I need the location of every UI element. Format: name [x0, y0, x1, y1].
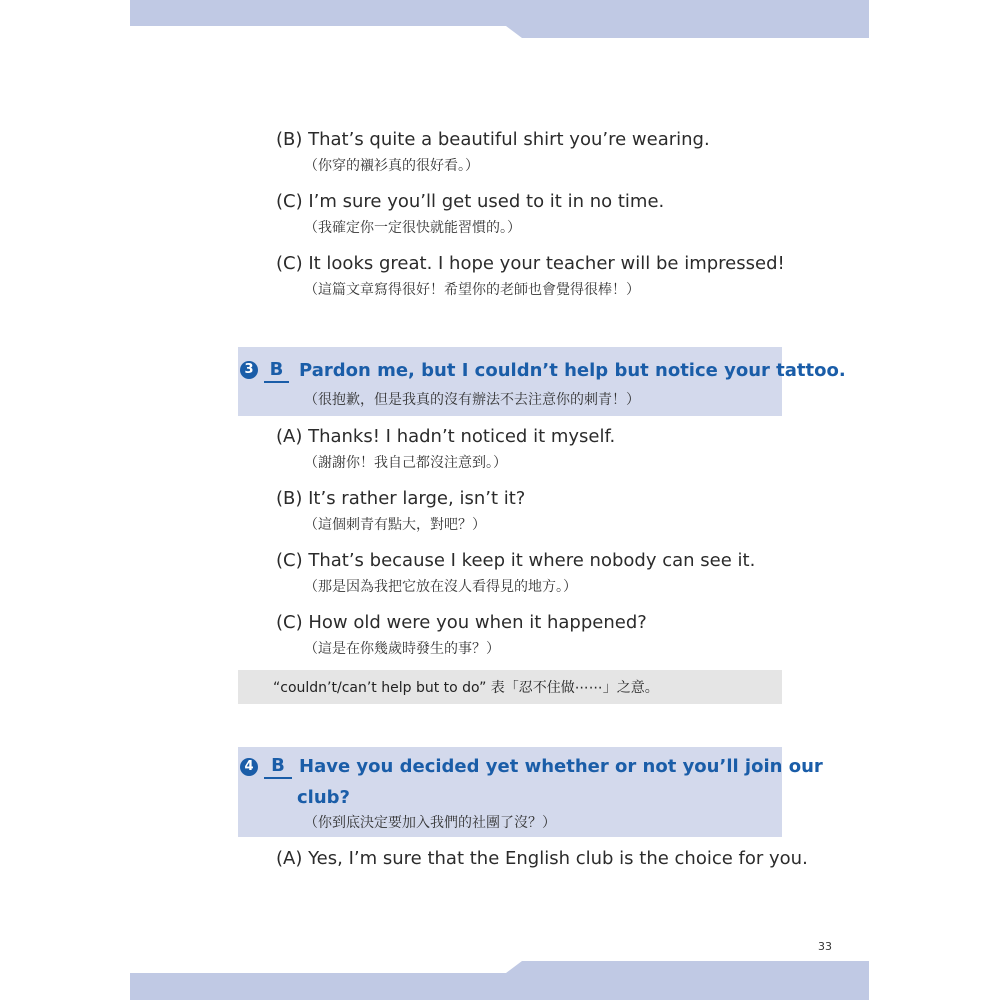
question-number-badge: 4 — [240, 758, 258, 776]
option-text: (C) That’s because I keep it where nobody can see it. — [276, 550, 756, 571]
option-translation: （我確定你一定很快就能習慣的。） — [304, 220, 521, 236]
option-text: (C) How old were you when it happened? — [276, 612, 647, 633]
answer-blank: B — [264, 755, 292, 779]
option-text: (B) That’s quite a beautiful shirt you’re wearing. — [276, 129, 710, 150]
question-translation: （你到底決定要加入我們的社團了沒？） — [304, 815, 556, 831]
option-translation: （這篇文章寫得很好！希望你的老師也會覺得很棒！） — [304, 282, 640, 298]
usage-note-text: “couldn’t/can’t help but to do” 表「忍不住做⋯⋯」之意。 — [273, 680, 659, 696]
option-translation: （謝謝你！我自己都沒注意到。） — [304, 455, 507, 471]
option-translation: （你穿的襯衫真的很好看。） — [304, 158, 479, 174]
option-text: (C) I’m sure you’ll get used to it in no time. — [276, 191, 665, 212]
option-text: (C) It looks great. I hope your teacher will be impressed! — [276, 253, 785, 274]
option-translation: （那是因為我把它放在沒人看得見的地方。） — [304, 579, 577, 595]
option-translation: （這是在你幾歲時發生的事？） — [304, 641, 500, 657]
answer-blank: B — [264, 359, 289, 383]
question-text: Pardon me, but I couldn’t help but notice your tattoo. — [299, 360, 846, 381]
usage-note-box — [238, 670, 782, 704]
question-number-badge: 3 — [240, 361, 258, 379]
option-text: (A) Yes, I’m sure that the English club is the choice for you. — [276, 848, 808, 869]
footer-band — [130, 961, 869, 1000]
option-text: (B) It’s rather large, isn’t it? — [276, 488, 526, 509]
page-number: 33 — [818, 940, 832, 953]
question-translation: （很抱歉，但是我真的沒有辦法不去注意你的刺青！） — [304, 392, 640, 408]
option-translation: （這個刺青有點大，對吧？） — [304, 517, 486, 533]
question-text-continued: club? — [297, 787, 350, 808]
header-band — [130, 0, 869, 38]
question-text: Have you decided yet whether or not you’ll join our — [299, 756, 823, 777]
option-text: (A) Thanks! I hadn’t noticed it myself. — [276, 426, 616, 447]
